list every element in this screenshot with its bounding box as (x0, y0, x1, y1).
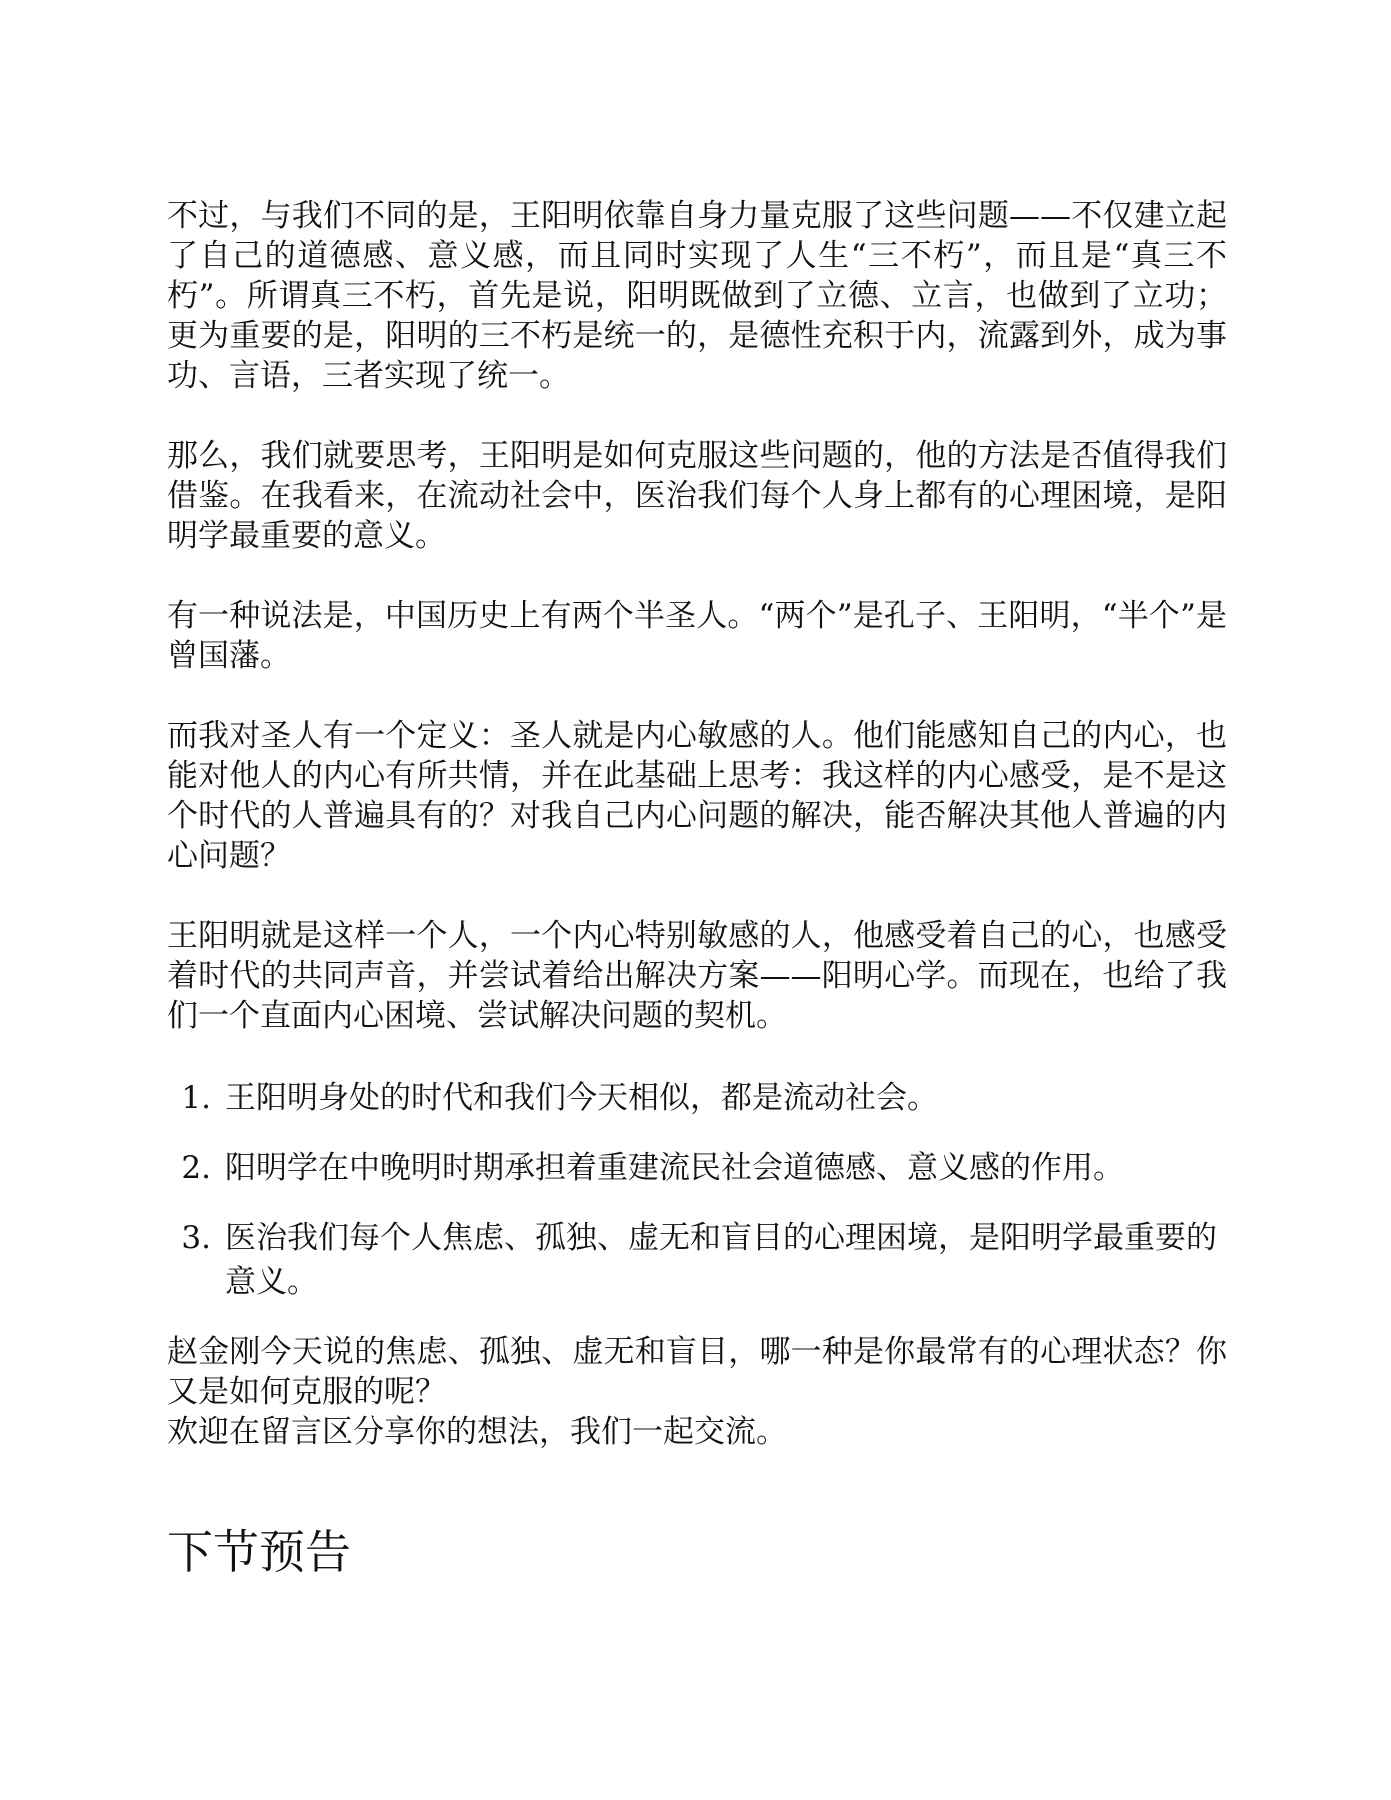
list-item (167, 1216, 1227, 1304)
list-number: 2. (181, 1150, 211, 1186)
list-text: 阳明学在中晚明时期承担着重建流民社会道德感、意义感的作用。 (225, 1150, 1124, 1186)
closing-invite: 欢迎在留言区分享你的想法，我们一起交流。 (167, 1414, 787, 1450)
closing-question: 赵金刚今天说的焦虑、孤独、虚无和盲目，哪一种是你最常有的心理状态？你又是如何克服的呢？ (167, 1334, 1227, 1410)
next-lesson-heading: 下节预告 (167, 1525, 351, 1579)
paragraph-three-immortals: 不过，与我们不同的是，王阳明依靠自身力量克服了这些问题——不仅建立起了自己的道德感、意义感，而且同时实现了人生“三不朽”，而且是“真三不朽”。所谓真三不朽，首先是说，阳明既做到了立德、立言，也做到了立功；更为重要的是，阳明的三不朽是统一的，是德性充积于内，流露到外，成为事功、言语，三者实现了统一。 (167, 198, 1227, 394)
list-item (167, 1076, 1227, 1120)
document-page (167, 196, 1227, 1582)
paragraph-two-and-half-sages: 有一种说法是，中国历史上有两个半圣人。“两个”是孔子、王阳明，“半个”是曾国藩。 (167, 598, 1227, 674)
list-number: 3. (181, 1220, 211, 1256)
list-text: 王阳明身处的时代和我们今天相似，都是流动社会。 (225, 1080, 938, 1116)
list-item (167, 1146, 1227, 1190)
list-text: 医治我们每个人焦虑、孤独、虚无和盲目的心理困境，是阳明学最重要的意义。 (225, 1220, 1217, 1300)
paragraph-wang-yangming: 王阳明就是这样一个人，一个内心特别敏感的人，他感受着自己的心，也感受着时代的共同声音，并尝试着给出解决方案——阳明心学。而现在，也给了我们一个直面内心困境、尝试解决问题的契机。 (167, 918, 1227, 1034)
summary-list (167, 1076, 1227, 1304)
paragraph-significance: 那么，我们就要思考，王阳明是如何克服这些问题的，他的方法是否值得我们借鉴。在我看来，在流动社会中，医治我们每个人身上都有的心理困境，是阳明学最重要的意义。 (167, 438, 1227, 554)
paragraph-sage-definition: 而我对圣人有一个定义：圣人就是内心敏感的人。他们能感知自己的内心，也能对他人的内心有所共情，并在此基础上思考：我这样的内心感受，是不是这个时代的人普遍具有的？对我自己内心问题的解决，能否解决其他人普遍的内心问题？ (167, 718, 1227, 874)
list-number: 1. (181, 1080, 211, 1116)
